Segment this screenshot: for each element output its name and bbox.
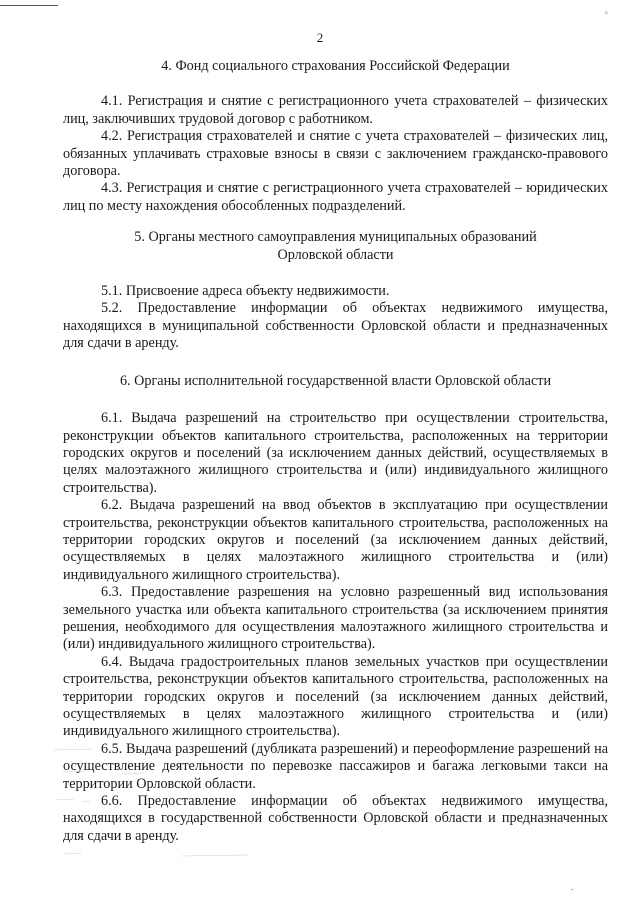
item-6-6: 6.6. Предоставление информации об объектах недвижимого имущества, находящихся в государственной собственности Орловской области и предназначенных для сдачи в аренду.	[63, 793, 608, 844]
item-6-2: 6.2. Выдача разрешений на ввод объектов в эксплуатацию при осуществлении строительства, реконструкции объектов капитального строительства, расположенных на территории городских округов и поселений (за исключением данных действий, осуществляемых в целях малоэтажного жилищного строительства и (или) индивидуального жилищного строительства).	[63, 497, 608, 583]
page-number: 2	[316, 30, 324, 45]
section-5-heading-line-2: Орловской области	[277, 246, 394, 263]
item-6-1: 6.1. Выдача разрешений на строительство при осуществлении строительства, реконструкции объектов капитального строительства, расположенных на территории городских округов и поселений (за исключением данных действий, осуществляемых в целях малоэтажного жилищного строительства и (или) индивидуального жилищного строительства).	[63, 410, 608, 496]
section-4-heading: 4. Фонд социального страхования Российской Федерации	[161, 58, 510, 74]
item-6-5: 6.5. Выдача разрешений (дубликата разрешений) и переоформление разрешений на осуществление деятельности по перевозке пассажиров и багажа легковыми такси на территории Орловской области.	[63, 740, 608, 792]
scan-line-mark	[0, 5, 58, 6]
scan-bottom-mark: ˘	[570, 888, 574, 899]
item-5-1: 5.1. Присвоение адреса объекту недвижимости.	[101, 283, 390, 300]
scan-corner-mark: ▫	[604, 8, 608, 19]
section-6-heading: 6. Органы исполнительной государственной власти Орловской области	[119, 372, 552, 389]
item-4-2: 4.2. Регистрация страхователей и снятие с учета страхователей – физических лиц, обязанных уплачивать страховые взносы в связи с заключением гражданско-правового договора.	[63, 128, 608, 180]
item-6-3: 6.3. Предоставление разрешения на условно разрешенный вид использования земельного участка или объекта капитального строительства (за исключением принятия решения, необходимого для осуществления малоэтажного жилищного строительства и (или) индивидуального жилищного строительства).	[63, 584, 608, 653]
item-4-1: 4.1. Регистрация и снятие с регистрационного учета страхователей – физических лиц, заключивших трудовой договор с работником.	[63, 93, 608, 127]
section-5-heading-line-1: 5. Органы местного самоуправления муниципальных образований	[134, 229, 537, 246]
item-6-4: 6.4. Выдача градостроительных планов земельных участков при осуществлении строительства, реконструкции объектов капитального строительства, расположенных на территории городских округов и поселений (за исключением данных действий, осуществляемых в целях малоэтажного жилищного строительства и (или) индивидуального жилищного строительства).	[63, 653, 608, 740]
document-body	[63, 58, 608, 845]
item-5-2: 5.2. Предоставление информации об объектах недвижимого имущества, находящихся в муниципальной собственности Орловской области и предназначенных для сдачи в аренду.	[63, 300, 608, 352]
item-4-3: 4.3. Регистрация и снятие с регистрационного учета страхователей – юридических лиц по месту нахождения обособленных подразделений.	[63, 180, 608, 214]
